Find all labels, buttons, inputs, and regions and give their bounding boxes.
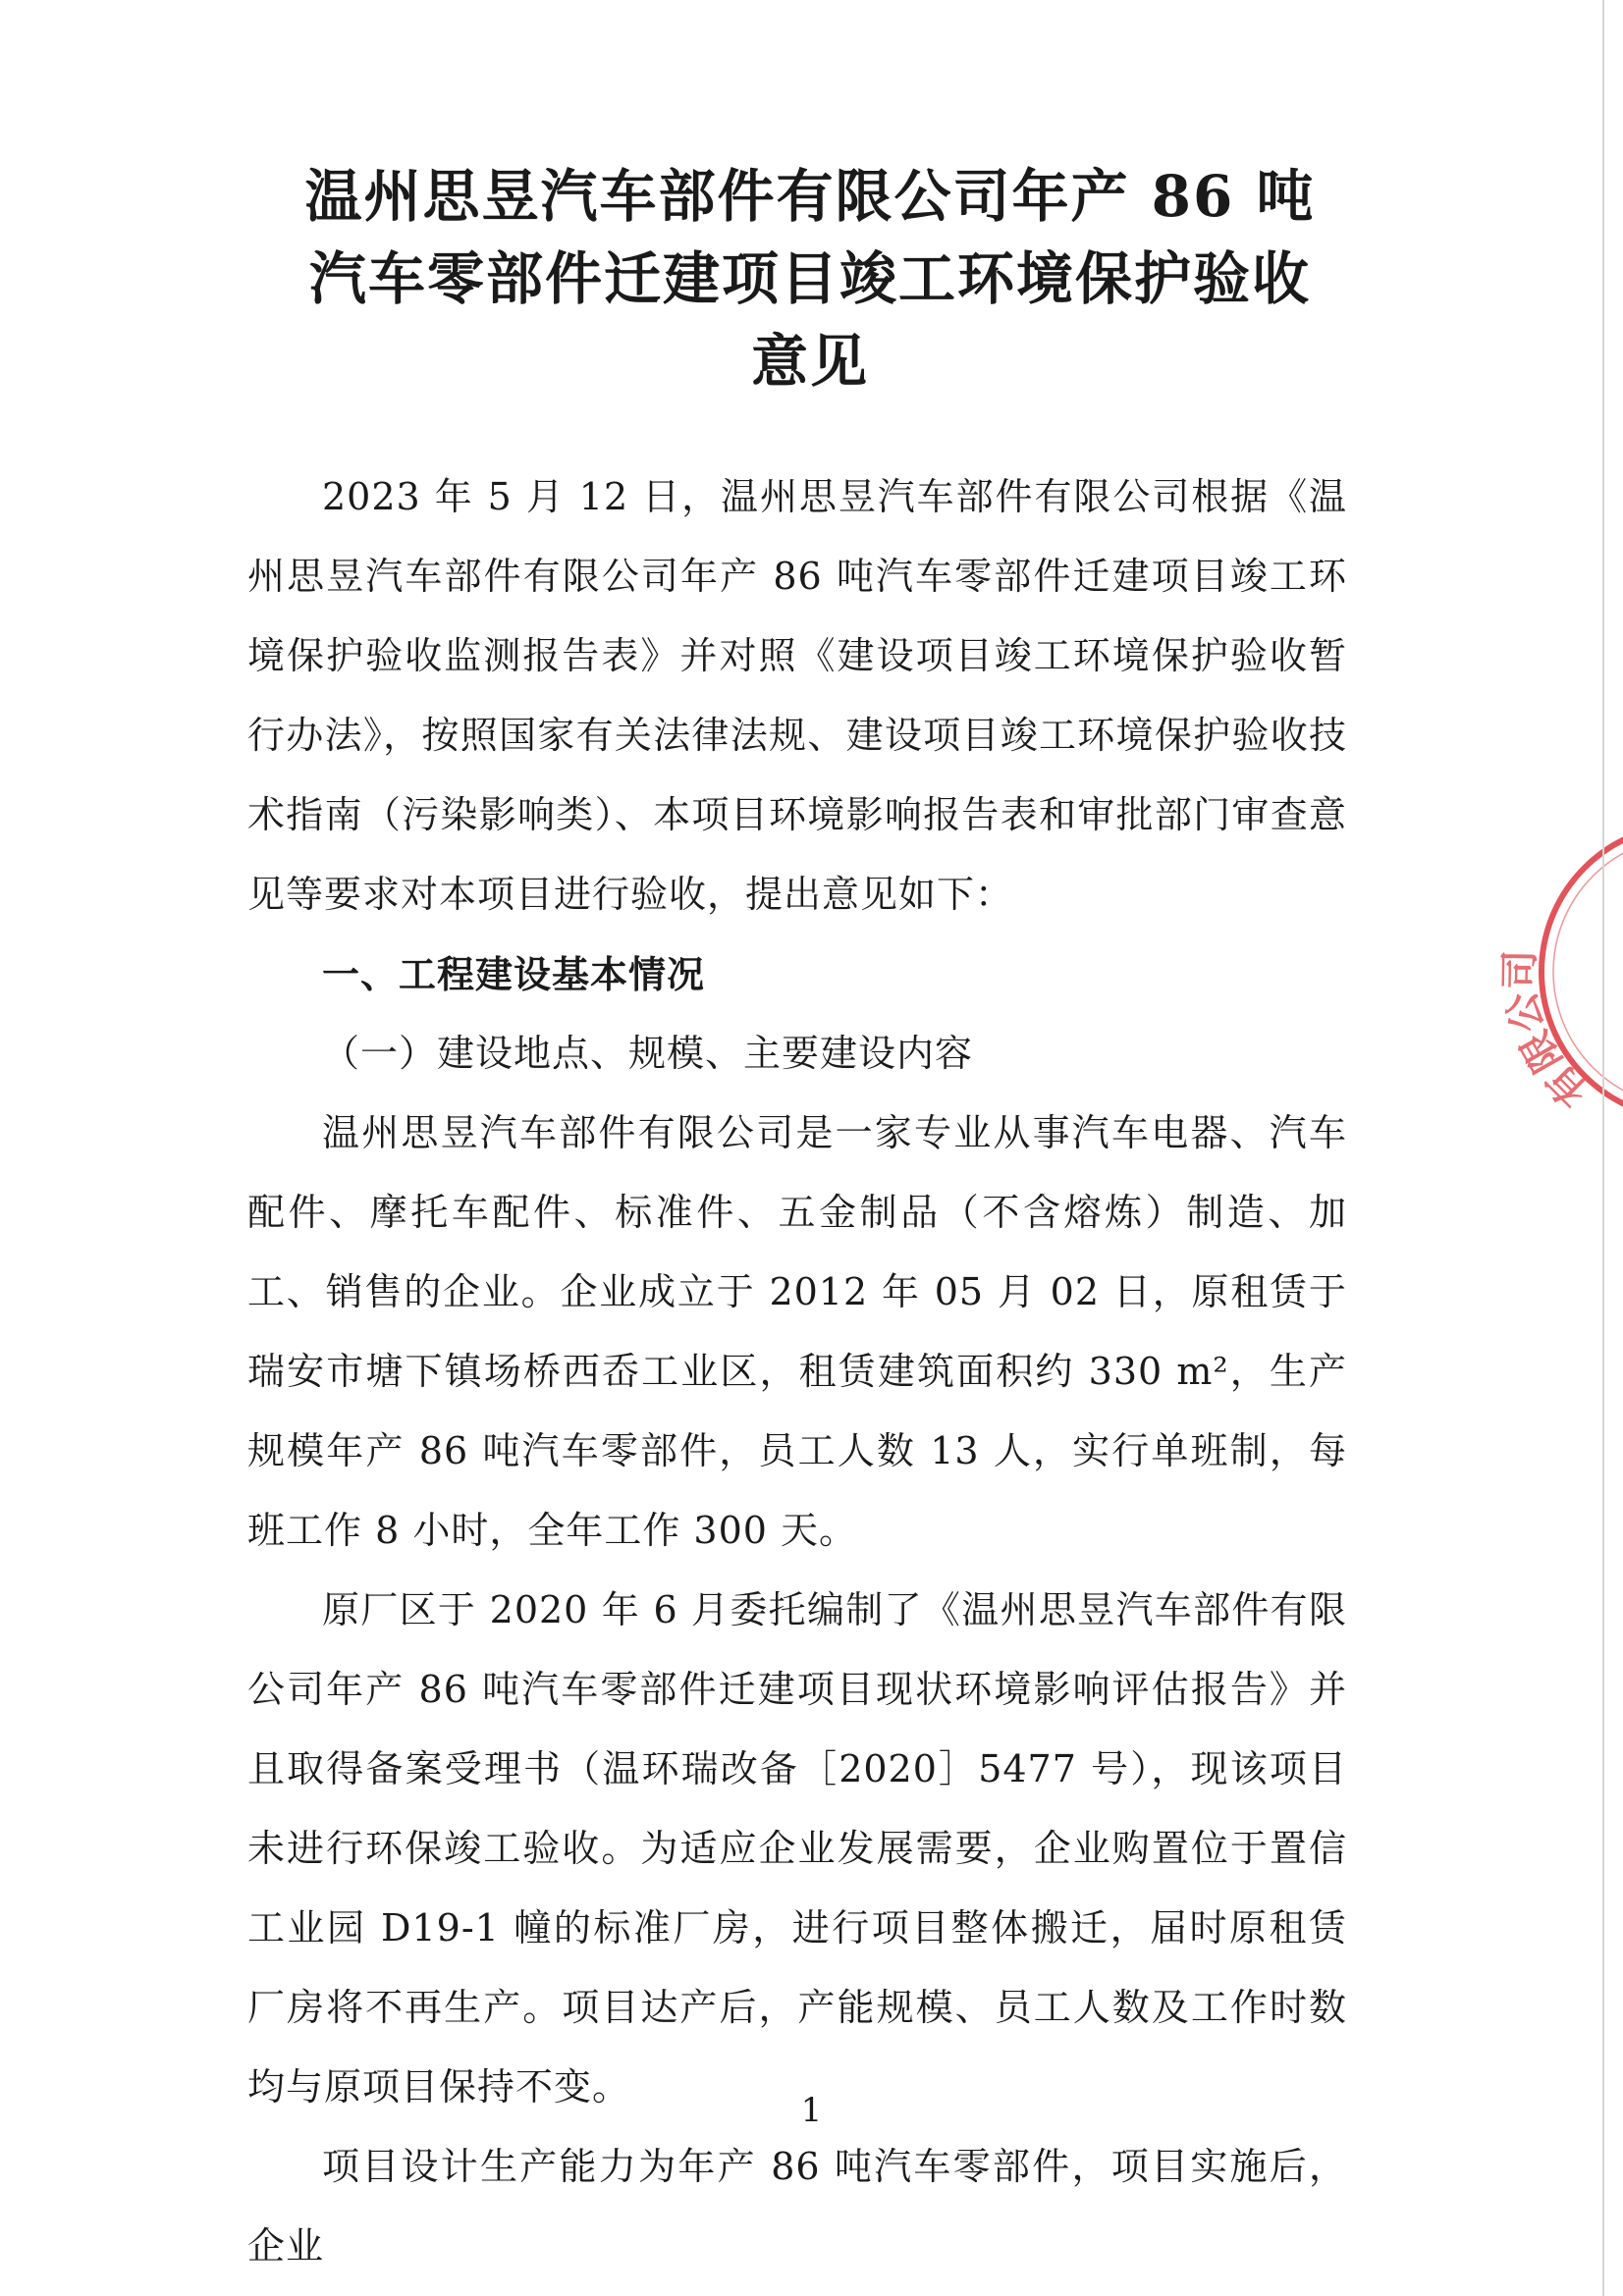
company-seal-stamp <box>1497 805 1623 1139</box>
document-body <box>247 457 1347 2286</box>
title-line-2: 汽车零部件迁建项目竣工环境保护验收 <box>308 245 1311 312</box>
history-paragraph: 原厂区于 2020 年 6 月委托编制了《温州思昱汽车部件有限公司年产 86 吨汽车零部件迁建项目现状环境影响评估报告》并且取得备案受理书（温环瑞改备［2020］5477 号），现该项目未进行环保竣工验收。为适应企业发展需要，企业购置位于置信工业园 D19-1 幢的标准厂房，进行项目整体搬迁，届时原租赁厂房将不再生产。项目达产后，产能规模、员工人数及工作时数均与原项目保持不变。 <box>247 1588 1347 2109</box>
subsection-heading: （一）建设地点、规模、主要建设内容 <box>322 1032 974 1075</box>
intro-paragraph: 2023 年 5 月 12 日，温州思昱汽车部件有限公司根据《温州思昱汽车部件有限公司年产 86 吨汽车零部件迁建项目竣工环境保护验收监测报告表》并对照《建设项目竣工环境保护验收暂行办法》，按照国家有关法律法规、建设项目竣工环境保护验收技术指南（污染影响类）、本项目环境影响报告表和审批部门审查意见等要求对本项目进行验收，提出意见如下： <box>247 475 1347 916</box>
title-line-3: 意见 <box>750 328 869 395</box>
document-title <box>226 155 1394 402</box>
section-heading: 一、工程建设基本情况 <box>322 952 706 996</box>
title-line-1: 温州思昱汽车部件有限公司年产 86 吨 <box>304 163 1316 230</box>
page-number: 1 <box>800 2091 823 2130</box>
company-paragraph: 温州思昱汽车部件有限公司是一家专业从事汽车电器、汽车配件、摩托车配件、标准件、五金制品（不含熔炼）制造、加工、销售的企业。企业成立于 2012 年 05 月 02 日，原租赁于瑞安市塘下镇场桥西岙工业区，租赁建筑面积约 330 m²，生产规模年产 86 吨汽车零部件，员工人数 13 人，实行单班制，每班工作 8 小时，全年工作 300 天。 <box>247 1111 1347 1552</box>
svg-text:有限公司: 有限公司 <box>1497 949 1597 1115</box>
scan-edge-line <box>1602 0 1604 2296</box>
capacity-paragraph: 项目设计生产能力为年产 86 吨汽车零部件，项目实施后，企业 <box>247 2145 1347 2268</box>
